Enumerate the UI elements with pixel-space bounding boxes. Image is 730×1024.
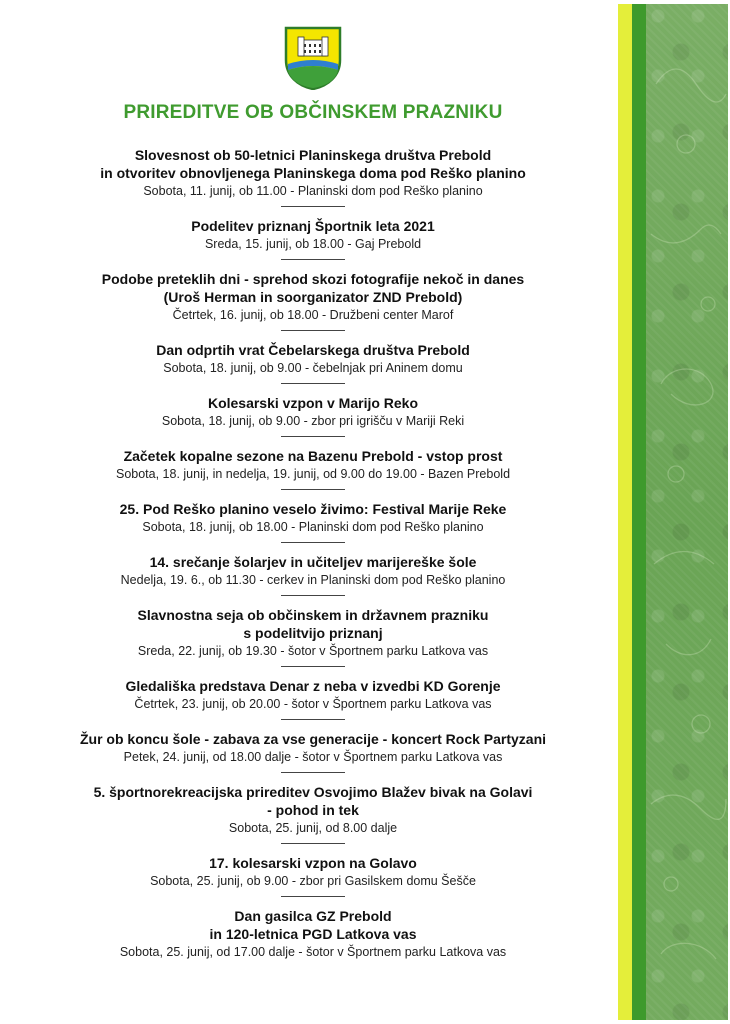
event-item (0, 553, 626, 589)
event-item (0, 854, 626, 890)
event-title-line: 5. športnorekreacijska prireditev Osvojimo Blažev bivak na Golavi (93, 784, 533, 800)
event-title-line: Dan odprtih vrat Čebelarskega društva Prebold (156, 342, 470, 358)
event-date-location: Sobota, 11. junij, ob 11.00 - Planinski dom pod Reško planino (143, 184, 483, 198)
event-item (0, 146, 626, 200)
event-separator (281, 843, 345, 844)
event-separator (281, 719, 345, 720)
event-title-line: Gledališka predstava Denar z neba v izvedbi KD Gorenje (125, 678, 501, 694)
event-separator (281, 489, 345, 490)
event-date-location: Sobota, 25. junij, od 17.00 dalje - šotor v Športnem parku Latkova vas (119, 945, 507, 959)
event-separator (281, 542, 345, 543)
event-separator (281, 330, 345, 331)
event-title-line: Slovesnost ob 50-letnici Planinskega društva Prebold (134, 147, 492, 163)
event-date-location: Sobota, 18. junij, in nedelja, 19. junij, od 9.00 do 19.00 - Bazen Prebold (115, 467, 511, 481)
event-item (0, 907, 626, 961)
event-item (0, 270, 626, 324)
event-item (0, 677, 626, 713)
event-item (0, 217, 626, 253)
event-title-line: 14. srečanje šolarjev in učiteljev marijereške šole (149, 554, 477, 570)
event-separator (281, 259, 345, 260)
event-title-line: Podobe preteklih dni - sprehod skozi fotografije nekoč in danes (101, 271, 525, 287)
event-separator (281, 383, 345, 384)
event-separator (281, 595, 345, 596)
event-date-location: Sobota, 25. junij, od 8.00 dalje (228, 821, 398, 835)
event-date-location: Četrtek, 23. junij, ob 20.00 - šotor v Športnem parku Latkova vas (134, 697, 492, 711)
decorative-pattern-strip (646, 4, 728, 1020)
event-title-line: (Uroš Herman in soorganizator ZND Prebold) (163, 289, 463, 305)
event-title-line: 17. kolesarski vzpon na Golavo (209, 855, 417, 871)
event-separator (281, 436, 345, 437)
event-title-line: in otvoritev obnovljenega Planinskega doma pod Reško planino (100, 165, 526, 181)
event-list (0, 146, 626, 961)
event-title-line: Podelitev priznanj Športnik leta 2021 (191, 218, 435, 234)
event-date-location: Petek, 24. junij, od 18.00 dalje - šotor v Športnem parku Latkova vas (123, 750, 503, 764)
event-title-line: - pohod in tek (267, 802, 359, 818)
event-title-line: Slavnostna seja ob občinskem in državnem prazniku (137, 607, 489, 623)
event-item (0, 783, 626, 837)
event-date-location: Sreda, 15. junij, ob 18.00 - Gaj Prebold (204, 237, 422, 251)
event-title-line: in 120-letnica PGD Latkova vas (209, 926, 417, 942)
event-title-line: 25. Pod Reško planino veselo živimo: Festival Marije Reke (119, 501, 507, 517)
municipality-crest-logo (284, 26, 342, 90)
event-item (0, 500, 626, 536)
event-date-location: Sobota, 18. junij, ob 9.00 - čebelnjak pri Aninem domu (163, 361, 463, 375)
event-date-location: Sreda, 22. junij, ob 19.30 - šotor v Športnem parku Latkova vas (137, 644, 489, 658)
event-item (0, 606, 626, 660)
event-date-location: Sobota, 18. junij, ob 9.00 - zbor pri igrišču v Mariji Reki (161, 414, 465, 428)
event-item (0, 730, 626, 766)
event-separator (281, 206, 345, 207)
event-title-line: Kolesarski vzpon v Marijo Reko (207, 395, 419, 411)
event-separator (281, 666, 345, 667)
event-item (0, 394, 626, 430)
event-title-line: Začetek kopalne sezone na Bazenu Prebold - vstop prost (123, 448, 503, 464)
event-date-location: Četrtek, 16. junij, ob 18.00 - Družbeni center Marof (172, 308, 454, 322)
event-item (0, 447, 626, 483)
event-date-location: Sobota, 18. junij, ob 18.00 - Planinski dom pod Reško planino (142, 520, 484, 534)
ornament-swirls (646, 4, 728, 1020)
event-date-location: Nedelja, 19. 6., ob 11.30 - cerkev in Planinski dom pod Reško planino (120, 573, 506, 587)
event-separator (281, 772, 345, 773)
event-title-line: s podelitvijo priznanj (243, 625, 383, 641)
decorative-green-stripe (632, 4, 646, 1020)
page-title: PRIREDITVE OB OBČINSKEM PRAZNIKU (123, 102, 503, 123)
event-title-line: Žur ob koncu šole - zabava za vse generacije - koncert Rock Partyzani (79, 731, 547, 747)
event-item (0, 341, 626, 377)
event-title-line: Dan gasilca GZ Prebold (234, 908, 392, 924)
event-date-location: Sobota, 25. junij, ob 9.00 - zbor pri Gasilskem domu Šešče (150, 874, 476, 888)
event-separator (281, 896, 345, 897)
